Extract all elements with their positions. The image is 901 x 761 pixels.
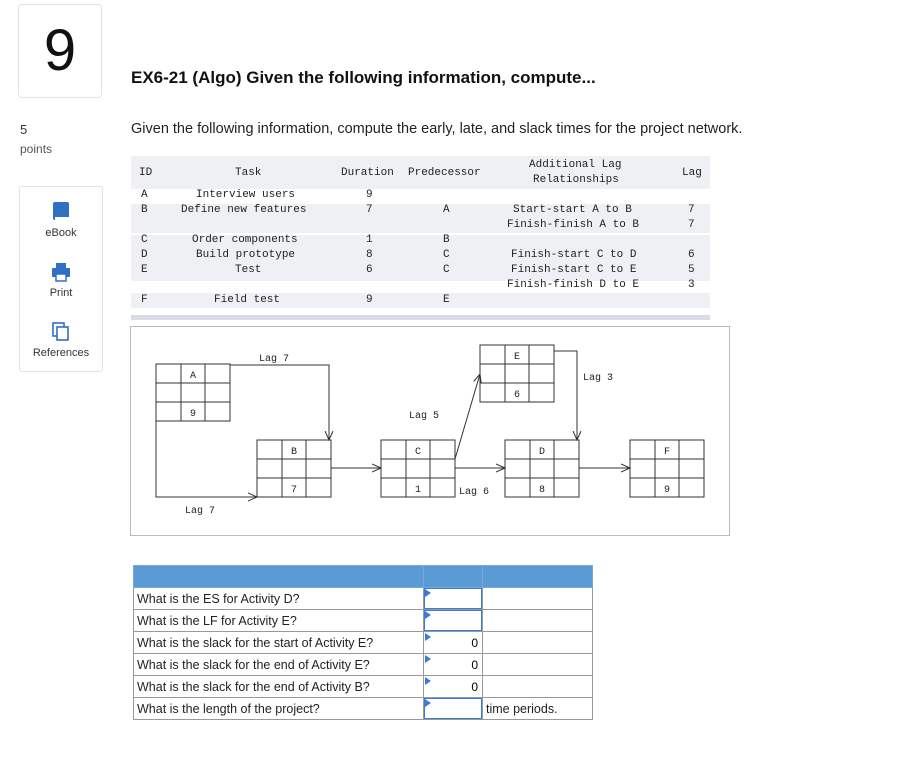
input-marker-icon <box>425 611 431 619</box>
table-divider <box>131 315 710 320</box>
network-diagram-svg <box>131 327 729 535</box>
node-a-duration: 9 <box>189 409 197 420</box>
cell-predecessor: A <box>443 204 450 216</box>
slack-start-e-input[interactable] <box>424 633 482 652</box>
cell-duration: 1 <box>366 234 373 246</box>
arrow-c-to-e <box>455 374 480 459</box>
arrow-a-to-b-start <box>156 421 257 497</box>
points-label: points <box>20 142 53 156</box>
cell-lag: 7 <box>688 204 695 216</box>
cell-task: Field test <box>214 294 281 306</box>
cell-id: F <box>141 294 148 306</box>
ebook-label: eBook <box>45 227 77 239</box>
cell-id: B <box>141 204 148 216</box>
header-predecessor: Predecessor <box>408 167 481 179</box>
cell-duration: 9 <box>366 294 373 306</box>
cell-relationship: Finish-start C to D <box>511 249 637 261</box>
lag-label-ss-ab: Lag 7 <box>184 506 216 517</box>
cell-duration: 6 <box>366 264 373 276</box>
cell-relationship: Finish-finish D to E <box>507 279 640 291</box>
input-marker-icon <box>425 677 431 685</box>
answer-unit <box>483 588 593 610</box>
node-e-duration: 6 <box>513 390 521 401</box>
cell-lag: 7 <box>688 219 695 231</box>
cell-id: D <box>141 249 148 261</box>
header-id: ID <box>139 167 153 179</box>
header-lag: Lag <box>682 167 702 179</box>
cell-task: Define new features <box>181 204 307 216</box>
cell-relationship: Finish-finish A to B <box>507 219 640 231</box>
header-duration: Duration <box>341 167 394 179</box>
copy-icon <box>51 321 71 343</box>
ebook-tool[interactable] <box>20 201 102 239</box>
printer-icon <box>50 261 72 283</box>
cell-lag: 5 <box>688 264 695 276</box>
node-c-duration: 1 <box>414 485 422 496</box>
lag-label-de: Lag 3 <box>582 373 614 384</box>
node-e-id: E <box>513 352 521 363</box>
answer-question: What is the LF for Activity E? <box>134 610 424 632</box>
answer-row <box>134 632 593 654</box>
answer-row <box>134 698 593 720</box>
activity-table <box>131 156 710 321</box>
input-marker-icon <box>425 633 431 641</box>
cell-predecessor: B <box>443 234 450 246</box>
node-a-id: A <box>189 371 197 382</box>
node-f-id: F <box>663 447 671 458</box>
answer-table-header <box>134 566 593 588</box>
network-diagram <box>130 326 730 536</box>
references-label: References <box>32 347 90 359</box>
arrow-a-to-b-ff <box>230 365 329 440</box>
cell-relationship: Start-start A to B <box>513 204 632 216</box>
answer-question: What is the slack for the end of Activity B? <box>134 676 424 698</box>
answer-row <box>134 654 593 676</box>
cell-task: Interview users <box>196 189 296 201</box>
tools-panel <box>19 186 103 372</box>
points-value: 5 <box>20 122 28 137</box>
answer-question: What is the ES for Activity D? <box>134 588 424 610</box>
slack-end-e-input[interactable] <box>424 655 482 674</box>
cell-task: Build prototype <box>196 249 296 261</box>
answer-row <box>134 676 593 698</box>
slack-end-b-input[interactable] <box>424 677 482 696</box>
answer-unit <box>483 654 593 676</box>
node-d-id: D <box>538 447 546 458</box>
cell-predecessor: C <box>443 264 450 276</box>
cell-relationship: Finish-start C to E <box>511 264 637 276</box>
answer-unit <box>483 610 593 632</box>
answer-question: What is the slack for the end of Activity E? <box>134 654 424 676</box>
node-b-id: B <box>290 447 298 458</box>
question-prompt: Given the following information, compute the early, late, and slack times for the project network. <box>131 121 743 137</box>
header-task: Task <box>235 167 262 179</box>
answer-unit <box>483 632 593 654</box>
project-length-input[interactable] <box>424 698 482 719</box>
cell-task: Test <box>235 264 262 276</box>
input-marker-icon <box>425 699 431 707</box>
header-lag-relationships: Additional Lag <box>529 159 622 171</box>
answer-unit <box>483 676 593 698</box>
question-number: 9 <box>18 4 102 98</box>
node-f-duration: 9 <box>663 485 671 496</box>
answer-question: What is the slack for the start of Activity E? <box>134 632 424 654</box>
cell-predecessor: C <box>443 249 450 261</box>
print-tool[interactable] <box>20 261 102 299</box>
cell-id: A <box>141 189 148 201</box>
cell-id: C <box>141 234 148 246</box>
cell-id: E <box>141 264 148 276</box>
answer-row <box>134 588 593 610</box>
answer-unit: time periods. <box>483 698 593 720</box>
answer-row <box>134 610 593 632</box>
cell-predecessor: E <box>443 294 450 306</box>
node-b-duration: 7 <box>290 485 298 496</box>
book-icon <box>51 201 71 223</box>
cell-lag: 6 <box>688 249 695 261</box>
lag-label-cd: Lag 6 <box>458 487 490 498</box>
node-c-id: C <box>414 447 422 458</box>
lag-label-ce: Lag 5 <box>408 411 440 422</box>
print-label: Print <box>49 287 73 299</box>
input-marker-icon <box>425 655 431 663</box>
question-title: EX6-21 (Algo) Given the following information, compute... <box>131 68 596 87</box>
answer-question: What is the length of the project? <box>134 698 424 720</box>
cell-duration: 7 <box>366 204 373 216</box>
lf-e-input[interactable] <box>424 610 482 631</box>
answer-table <box>133 565 593 720</box>
input-marker-icon <box>425 589 431 597</box>
cell-task: Order components <box>192 234 298 246</box>
cell-duration: 8 <box>366 249 373 261</box>
lag-label-ff-ab: Lag 7 <box>258 354 290 365</box>
node-d-duration: 8 <box>538 485 546 496</box>
references-tool[interactable] <box>20 321 102 359</box>
arrow-e-to-d <box>554 351 577 440</box>
cell-lag: 3 <box>688 279 695 291</box>
cell-duration: 9 <box>366 189 373 201</box>
es-d-input[interactable] <box>424 588 482 609</box>
header-lag-relationships: Relationships <box>533 174 619 186</box>
